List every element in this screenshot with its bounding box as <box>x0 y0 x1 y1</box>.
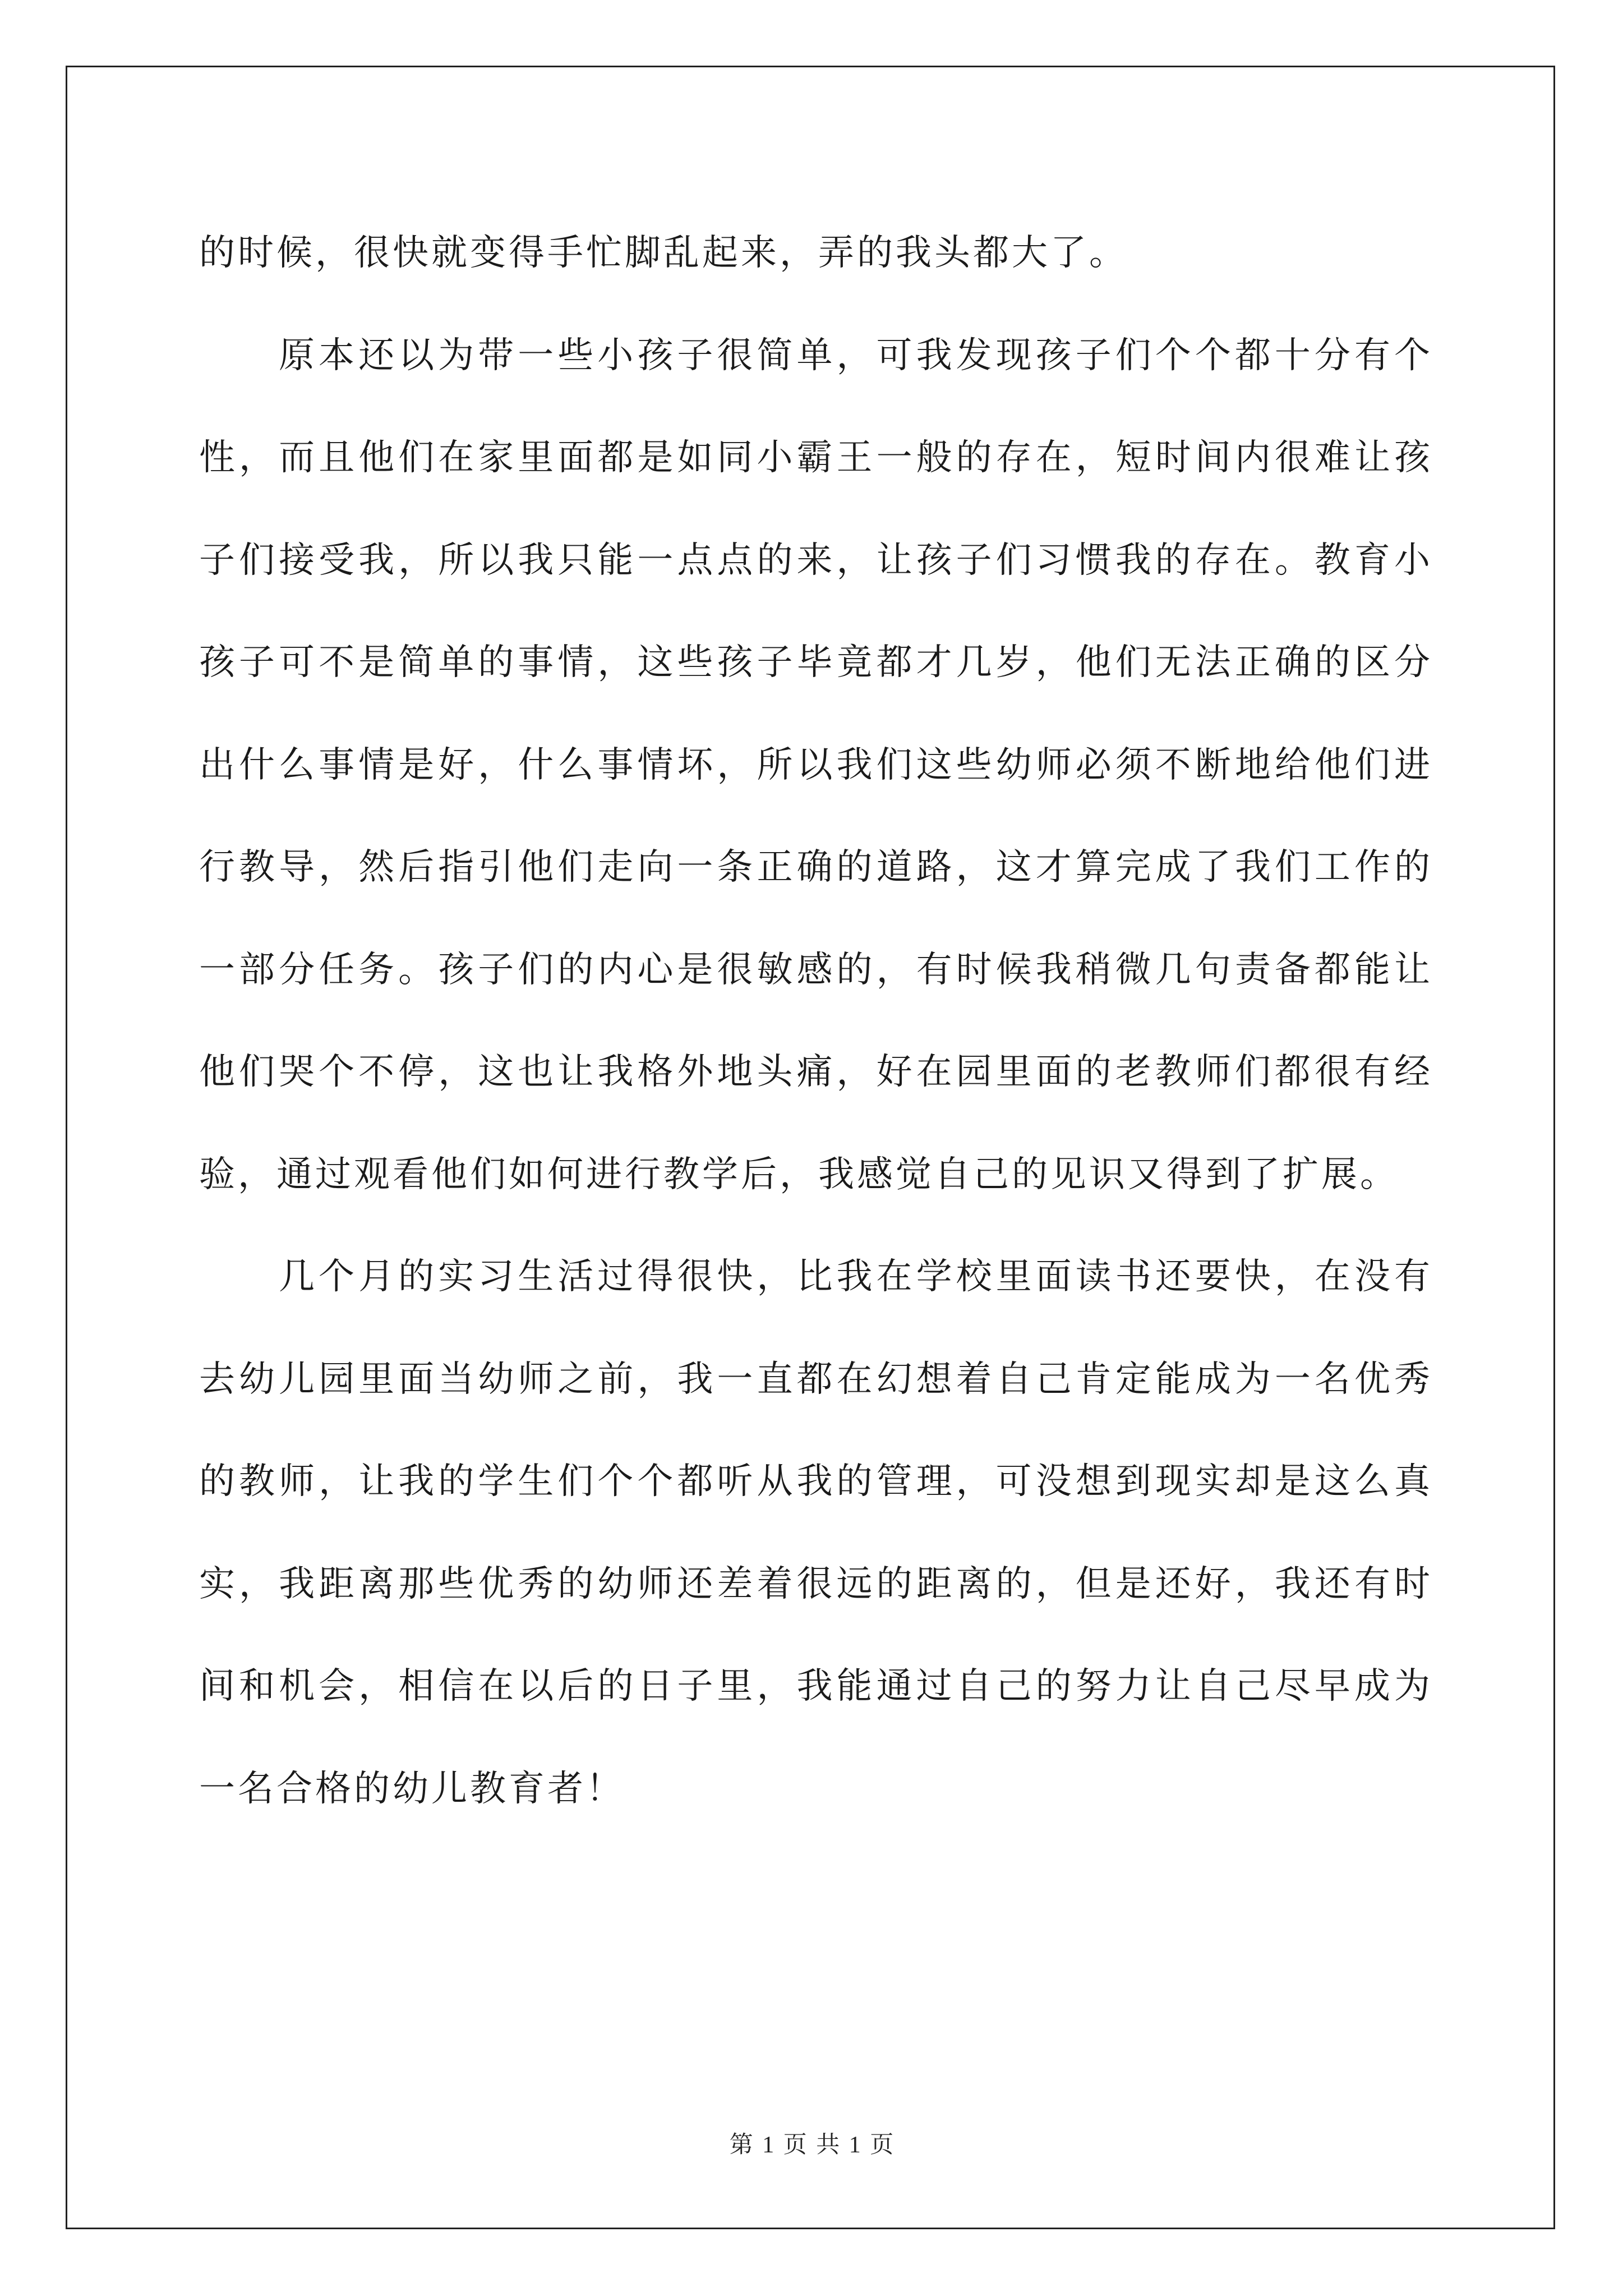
paragraph-1: 的时候，很快就变得手忙脚乱起来，弄的我头都大了。 <box>199 232 1128 274</box>
paragraph-3: 几个月的实习生活过得很快，比我在学校里面读书还要快，在没有去幼儿园里面当幼师之前，我一直都在幻想着自己肯定能成为一名优秀的教师，让我的学生们个个都听从我的管理，可没想到现实却是这么真实，我距离那些优秀的幼师还差着很远的距离的，但是还好，我还有时间和机会，相信在以后的日子里，我能通过自己的努力让自己尽早成为一名合格的幼儿教育者！ <box>199 1256 1433 1810</box>
page-footer: 第 1 页 共 1 页 <box>729 2132 894 2158</box>
document-body <box>199 202 1433 1840</box>
paragraph-2: 原本还以为带一些小孩子很简单，可我发现孩子们个个都十分有个性，而且他们在家里面都是如同小霸王一般的存在，短时间内很难让孩子们接受我，所以我只能一点点的来，让孩子们习惯我的存在。教育小孩子可不是简单的事情，这些孩子毕竟都才几岁，他们无法正确的区分出什么事情是好，什么事情坏，所以我们这些幼师必须不断地给他们进行教导，然后指引他们走向一条正确的道路，这才算完成了我们工作的一部分任务。孩子们的内心是很敏感的，有时候我稍微几句责备都能让他们哭个不停，这也让我格外地头痛，好在园里面的老教师们都很有经验，通过观看他们如何进行教学后，我感觉自己的见识又得到了扩展。 <box>199 334 1433 1195</box>
